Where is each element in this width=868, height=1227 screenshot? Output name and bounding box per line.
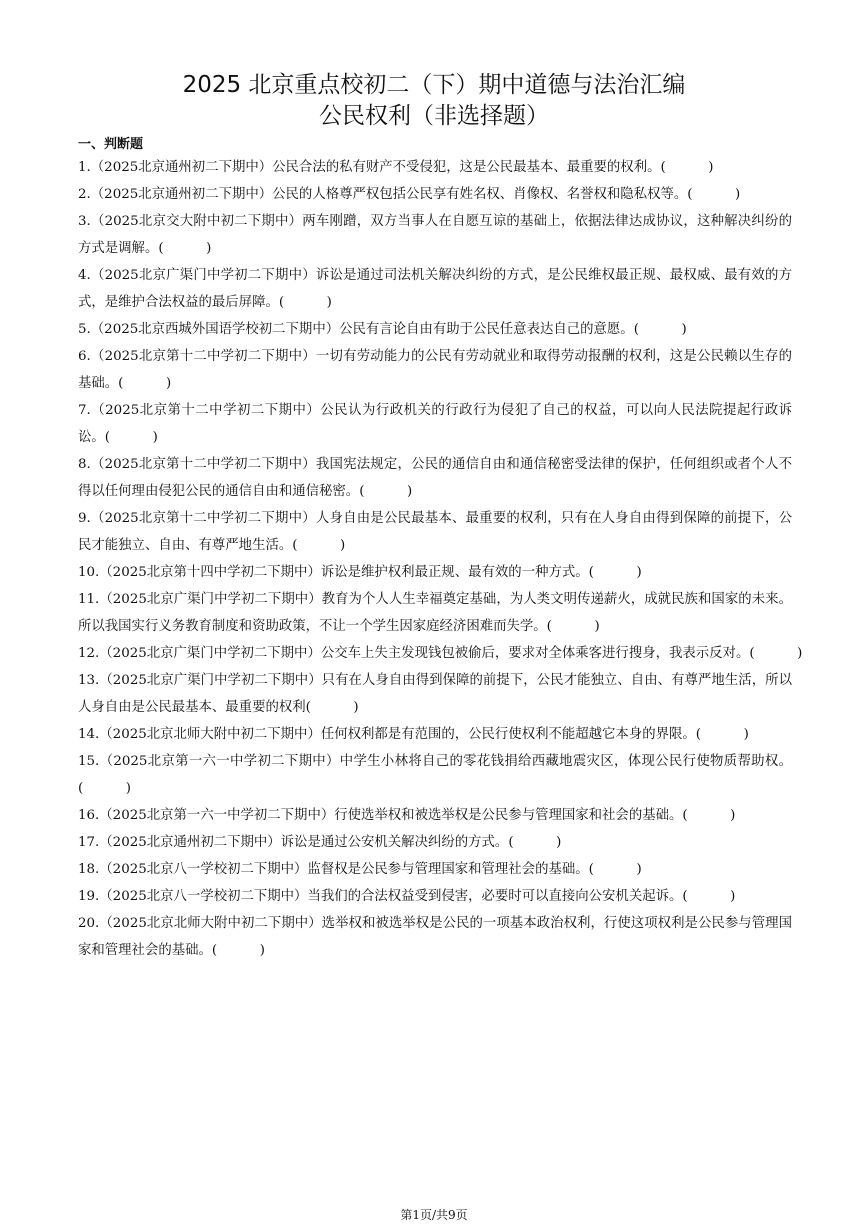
answer-blank[interactable]: ( ) [508,835,562,850]
answer-blank[interactable]: ( ) [292,538,346,553]
question-item [78,829,792,856]
section-heading: 一、判断题 [78,137,144,152]
question-item [78,802,792,829]
question-source: （2025北京第十二中学初二下期中） [90,511,316,526]
question-number: 17. [78,835,100,850]
answer-blank[interactable]: ( ) [118,376,172,391]
question-number: 19. [78,889,100,904]
answer-blank[interactable]: ( ) [687,187,741,202]
question-item [78,181,792,208]
question-item [78,667,792,721]
document-subtitle: 公民权利（非选择题） [319,103,549,129]
question-source: （2025北京广渠门中学初二下期中） [99,673,322,688]
question-item [78,559,792,586]
question-number: 20. [78,916,100,931]
question-item [78,451,792,505]
question-text: 人身自由是公民最基本、最重要的权利，只有在人身自由得到保障的前提下，公民才能独立、自由、有尊严地生活。 [78,511,793,553]
question-text: 诉讼是通过公安机关解决纠纷的方式。 [280,835,509,850]
answer-blank[interactable]: ( ) [78,781,132,796]
question-number: 7. [78,403,91,418]
question-number: 9. [78,511,91,526]
question-text: 任何权利都是有范围的，公民行使权利不能超越它本身的界限。 [320,727,696,742]
answer-blank[interactable]: ( ) [588,565,642,580]
question-text: 公民有言论自由有助于公民任意表达自己的意愿。 [339,322,634,337]
question-source: （2025北京通州初二下期中） [99,835,281,850]
question-source: （2025北京八一学校初二下期中） [99,889,308,904]
answer-blank[interactable]: ( ) [104,430,158,445]
question-item [78,640,803,667]
question-number: 5. [78,322,91,337]
answer-blank[interactable]: ( ) [682,889,736,904]
question-number: 4. [78,268,91,283]
question-item [78,856,792,883]
answer-blank[interactable]: ( ) [211,943,265,958]
answer-blank[interactable]: ( ) [749,646,803,661]
question-item [78,505,792,559]
question-item [78,397,792,451]
question-item [78,586,792,640]
question-text: 两车刚蹭，双方当事人在自愿互谅的基础上，依据法律达成协议，这种解决纠纷的方式是调解。 [78,214,793,256]
question-text: 选举权和被选举权是公民的一项基本政治权利，行使这项权利是公民参与管理国家和管理社会的基础。 [78,916,792,958]
question-number: 13. [78,673,100,688]
answer-blank[interactable]: ( ) [359,484,413,499]
question-text: 只有在人身自由得到保障的前提下，公民才能独立、自由、有尊严地生活，所以人身自由是公民最基本、最重要的权利 [78,673,792,715]
answer-blank[interactable]: ( ) [305,700,359,715]
question-text: 公交车上失主发现钱包被偷后，要求对全体乘客进行搜身，我表示反对。 [320,646,750,661]
answer-blank[interactable]: ( ) [695,727,749,742]
question-source: （2025北京北师大附中初二下期中） [99,916,322,931]
question-list [78,154,803,964]
question-text: 公民的人格尊严权包括公民享有姓名权、肖像权、名誉权和隐私权等。 [272,187,688,202]
answer-blank[interactable]: ( ) [633,322,687,337]
question-item [78,721,792,748]
question-number: 3. [78,214,91,229]
question-text: 教育为个人人生幸福奠定基础，为人类文明传递薪火，成就民族和国家的未来。所以我国实行义务教育制度和资助政策，不让一个学生因家庭经济困难而失学。 [78,592,792,634]
question-source: （2025北京交大附中初二下期中） [90,214,303,229]
answer-blank[interactable]: ( ) [278,295,332,310]
question-source: （2025北京八一学校初二下期中） [99,862,308,877]
question-text: 中学生小林将自己的零花钱捐给西藏地震灾区，体现公民行使物质帮助权。 [339,754,793,769]
question-source: （2025北京第一六一中学初二下期中） [99,808,335,823]
question-number: 18. [78,862,100,877]
question-source: （2025北京通州初二下期中） [90,187,273,202]
question-item [78,748,792,802]
question-number: 14. [78,727,100,742]
question-item [78,262,792,316]
answer-blank[interactable]: ( ) [588,862,642,877]
answer-blank[interactable]: ( ) [682,808,736,823]
question-text: 一切有劳动能力的公民有劳动就业和取得劳动报酬的权利，这是公民赖以生存的基础。 [78,349,793,391]
question-number: 15. [78,754,100,769]
document-title: 2025 北京重点校初二（下）期中道德与法治汇编 [182,72,686,98]
question-item [78,154,792,181]
question-source: （2025北京第十二中学初二下期中） [90,403,321,418]
answer-blank[interactable]: ( ) [660,160,714,175]
question-source: （2025北京广渠门中学初二下期中） [99,592,322,607]
answer-blank[interactable]: ( ) [158,241,212,256]
question-number: 6. [78,349,91,364]
question-number: 11. [78,592,100,607]
question-number: 2. [78,187,91,202]
question-source: （2025北京第十二中学初二下期中） [90,349,316,364]
page-footer: 第1页/共9页 [400,1208,468,1222]
question-text: 我国宪法规定，公民的通信自由和通信秘密受法律的保护，任何组织或者个人不得以任何理由侵犯公民的通信自由和通信秘密。 [78,457,793,499]
question-text: 行使选举权和被选举权是公民参与管理国家和社会的基础。 [334,808,683,823]
question-number: 10. [78,565,100,580]
question-item [78,208,792,262]
question-source: （2025北京西城外国语学校初二下期中） [90,322,340,337]
question-text: 监督权是公民参与管理国家和管理社会的基础。 [307,862,589,877]
question-number: 16. [78,808,100,823]
question-text: 公民合法的私有财产不受侵犯，这是公民最基本、最重要的权利。 [272,160,661,175]
answer-blank[interactable]: ( ) [546,619,600,634]
question-number: 8. [78,457,91,472]
question-number: 12. [78,646,100,661]
question-item [78,910,792,964]
question-source: （2025北京第十四中学初二下期中） [99,565,321,580]
question-text: 当我们的合法权益受到侵害，必要时可以直接向公安机关起诉。 [307,889,683,904]
question-source: （2025北京广渠门中学初二下期中） [99,646,321,661]
question-number: 1. [78,160,91,175]
question-item [78,343,792,397]
question-item [78,316,792,343]
question-source: （2025北京第一六一中学初二下期中） [99,754,340,769]
question-source: （2025北京第十二中学初二下期中） [90,457,316,472]
question-source: （2025北京北师大附中初二下期中） [99,727,321,742]
question-text: 公民认为行政机关的行政行为侵犯了自己的权益，可以向人民法院提起行政诉讼。 [78,403,793,445]
question-text: 诉讼是通过司法机关解决纠纷的方式，是公民维权最正规、最权威、最有效的方式，是维护合法权益的最后屏障。 [78,268,793,310]
question-item [78,883,792,910]
question-text: 诉讼是维护权利最正规、最有效的一种方式。 [320,565,589,580]
question-source: （2025北京广渠门中学初二下期中） [90,268,316,283]
question-source: （2025北京通州初二下期中） [90,160,273,175]
